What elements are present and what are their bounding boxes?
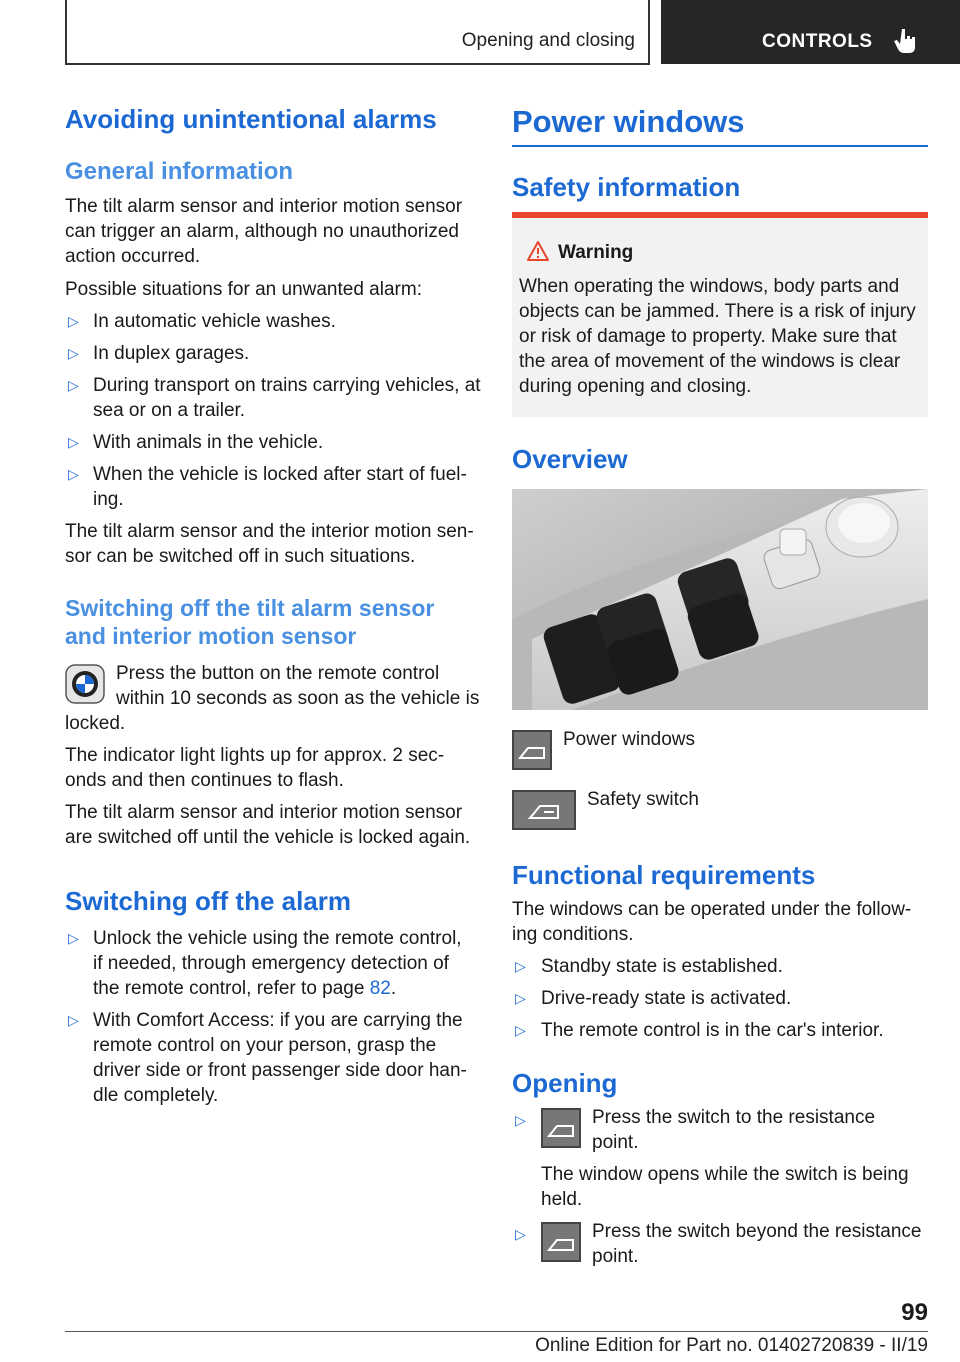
list-item: In automatic vehicle washes. (93, 311, 336, 332)
warning-line: during opening and closing. (519, 376, 752, 397)
bullet-triangle-icon: ▷ (515, 990, 526, 1006)
list-item: remote control on your person, grasp the (93, 1035, 437, 1056)
heading-safety-information: Safety information (512, 172, 741, 202)
warning-title: Warning (558, 242, 634, 263)
paragraph-line: ing conditions. (512, 924, 634, 945)
power-window-switch-icon (541, 1108, 581, 1148)
bullet-triangle-icon: ▷ (515, 1226, 526, 1242)
paragraph-line: within 10 seconds as soon as the vehicle is (116, 688, 480, 709)
list-item: With Comfort Access: if you are carrying the (93, 1010, 463, 1031)
list-item: driver side or front passenger side door han- (93, 1060, 467, 1081)
list-item: Unlock the vehicle using the remote control, (93, 928, 462, 949)
bullet-triangle-icon: ▷ (68, 466, 79, 482)
warning-box (512, 218, 928, 417)
warning-line: objects can be jammed. There is a risk of injury (519, 301, 916, 322)
legend-power-windows: Power windows (563, 729, 695, 750)
paragraph-line: sor can be switched off in such situations. (65, 546, 416, 567)
list-item: Standby state is established. (541, 956, 783, 977)
paragraph-line: The indicator light lights up for approx. 2 sec- (65, 745, 445, 766)
list-item: With animals in the vehicle. (93, 432, 324, 453)
heading-switching-off-sensor (65, 594, 434, 650)
paragraph-line: held. (541, 1189, 583, 1210)
heading-line: and interior motion sensor (65, 623, 357, 649)
paragraph-line: Possible situations for an unwanted alarm: (65, 279, 422, 300)
list-item: dle completely. (93, 1085, 219, 1106)
heading-avoiding-alarms: Avoiding unintentional alarms (65, 104, 437, 134)
heading-rule (512, 145, 928, 147)
list-item: Press the switch beyond the resistance (592, 1221, 922, 1242)
warning-line: When operating the windows, body parts and (519, 276, 900, 297)
header-section-title: Opening and closing (461, 30, 635, 51)
heading-power-windows: Power windows (512, 104, 745, 139)
bullet-triangle-icon: ▷ (68, 930, 79, 946)
paragraph-line: The tilt alarm sensor and interior motion sensor (65, 802, 463, 823)
list-item-text: the remote control, refer to page (93, 978, 370, 999)
list-item: ing. (93, 489, 124, 510)
list-item: Press the switch to the resistance (592, 1107, 876, 1128)
list-item: point. (592, 1246, 639, 1267)
header-chapter-label: CONTROLS (762, 31, 873, 52)
safety-switch-icon (512, 790, 576, 830)
page-number: 99 (901, 1299, 928, 1326)
list-item: point. (592, 1132, 639, 1153)
paragraph-line: Press the button on the remote control (116, 663, 440, 684)
list-item: When the vehicle is locked after start of fuel- (93, 464, 467, 485)
bullet-triangle-icon: ▷ (68, 345, 79, 361)
list-item: Drive-ready state is activated. (541, 988, 792, 1009)
heading-general-information: General information (65, 158, 294, 185)
power-window-switch-icon (512, 730, 552, 770)
list-item (93, 976, 396, 1001)
heading-line: Switching off the tilt alarm sensor (65, 595, 435, 621)
legend-safety-switch: Safety switch (587, 789, 699, 810)
page-reference-link[interactable]: 82 (369, 978, 391, 999)
warning-line: or risk of damage to property. Make sure that (519, 326, 897, 347)
hand-pointer-icon (893, 27, 919, 55)
list-item: sea or on a trailer. (93, 400, 246, 421)
remote-control-button-icon (65, 664, 105, 704)
list-item-text: . (390, 978, 397, 999)
heading-overview: Overview (512, 444, 628, 474)
bullet-triangle-icon: ▷ (68, 377, 79, 393)
paragraph-line: are switched off until the vehicle is locked again. (65, 827, 471, 848)
heading-switching-off-alarm: Switching off the alarm (65, 886, 352, 916)
bullet-triangle-icon: ▷ (515, 1022, 526, 1038)
list-item: if needed, through emergency detection of (93, 953, 449, 974)
footer-edition: Online Edition for Part no. 01402720839 - II/19 (535, 1335, 928, 1356)
paragraph-line: The tilt alarm sensor and the interior motion sen- (65, 521, 474, 542)
warning-triangle-icon (526, 240, 550, 262)
warning-line: the area of movement of the windows is clear (519, 351, 901, 372)
heading-opening: Opening (512, 1068, 618, 1098)
power-window-switches-photo (512, 489, 928, 710)
bullet-triangle-icon: ▷ (68, 313, 79, 329)
paragraph-line: onds and then continues to flash. (65, 770, 344, 791)
heading-functional-requirements: Functional requirements (512, 860, 816, 890)
header-left-rule (65, 0, 67, 64)
bullet-triangle-icon: ▷ (515, 958, 526, 974)
paragraph-line: can trigger an alarm, although no unauthorized (65, 221, 459, 242)
bullet-triangle-icon: ▷ (68, 434, 79, 450)
paragraph-line: The window opens while the switch is being (541, 1164, 909, 1185)
list-item: During transport on trains carrying vehicles, at (93, 375, 481, 396)
list-item: In duplex garages. (93, 343, 250, 364)
bullet-triangle-icon: ▷ (68, 1012, 79, 1028)
power-window-switch-icon (541, 1222, 581, 1262)
paragraph-line: locked. (65, 713, 126, 734)
paragraph-line: The windows can be operated under the follow- (512, 899, 912, 920)
list-item: The remote control is in the car's interior. (541, 1020, 884, 1041)
paragraph-line: action occurred. (65, 246, 201, 267)
header-bottom-rule (65, 63, 650, 65)
paragraph-line: The tilt alarm sensor and interior motion sensor (65, 196, 463, 217)
footer-rule (65, 1331, 928, 1332)
bullet-triangle-icon: ▷ (515, 1112, 526, 1128)
